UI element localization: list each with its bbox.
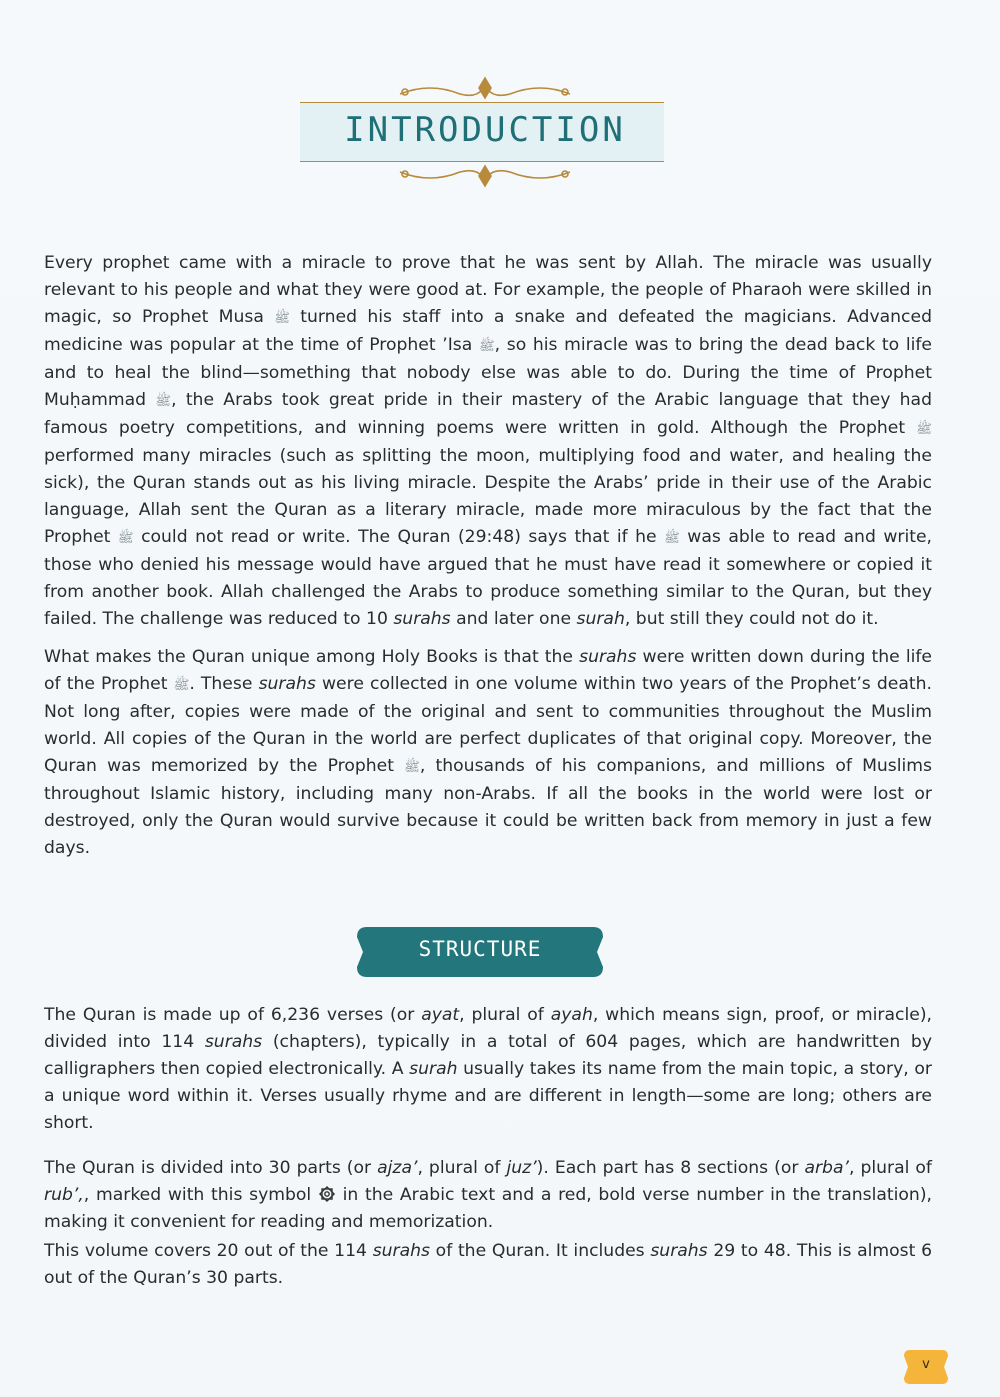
structure-title: STRUCTURE [418, 937, 542, 961]
honorific-glyph: ﷺ [478, 339, 495, 354]
text-span: usually takes its name from the main topic, a story, or a unique word within it. Verses usually rhyme and are different in length—some are long; others are short. [44, 1059, 932, 1133]
text-span: The Quran is divided into 30 parts (or [44, 1158, 378, 1178]
honorific-glyph: ﷺ [155, 394, 172, 409]
text-span: This volume covers 20 out of the 114 [44, 1241, 373, 1261]
text-span: (chapters), typically in a total of 604 pages, which are handwritten by calligraphers then copied electronically. A [44, 1032, 932, 1079]
italic-term: juz’ [506, 1158, 537, 1178]
italic-term: surahs [393, 609, 451, 629]
honorific-glyph: ﷺ [664, 531, 680, 546]
rub-symbol-icon [318, 1185, 336, 1203]
paragraph-miracles [44, 250, 932, 633]
text-span: in the Arabic text and a red, bold verse number in the translation), making it convenient for reading and memorization. [44, 1185, 932, 1232]
paragraph-preservation [44, 644, 932, 862]
text-span: , but still they could not do it. [624, 609, 879, 629]
text-span: , plural of [848, 1158, 932, 1178]
text-span: were collected in one volume within two years of the Prophet’s death. Not long after, copies were made of the original and sent to communities throughout the Muslim world. All copies of the Quran in the world are perfect duplicates of that original copy. Moreover, the Quran was memorized by the Prophet [44, 674, 932, 776]
text-span: , the Arabs took great pride in their mastery of the Arabic language that they had famous poetry competitions, and winning poems were written in gold. Although the Prophet [44, 390, 932, 438]
text-span: , plural of [459, 1005, 551, 1025]
page-number-badge [900, 1348, 952, 1386]
text-span: What makes the Quran unique among Holy Books is that the [44, 647, 580, 667]
text-span: performed many miracles (such as splitting the moon, multiplying food and water, and healing the sick), the Quran stands out as his living miracle. Despite the Arabs’ pride in their use of the Arabic language, Allah sent the Quran as a literary miracle, made more miraculous by the fact that the Prophet [44, 446, 932, 547]
italic-term: surahs [579, 647, 637, 667]
paragraph-volume [44, 1238, 932, 1292]
text-span: was able to read and write, those who denied his message would have argued that he must have read it somewhere or copied it from another book. Allah challenged the Arabs to produce something similar to the Quran, but they failed. The challenge was reduced to 10 [44, 527, 933, 629]
text-span: , thousands of his companions, and millions of Muslims throughout Islamic history, including many non-Arabs. If all the books in the world were lost or destroyed, only the Quran would survive because it could be written back from memory in just a few days. [44, 756, 932, 858]
italic-term: ayah [550, 1005, 593, 1025]
italic-term: surahs [650, 1241, 708, 1261]
text-span: , plural of [417, 1158, 507, 1178]
text-span: . These [189, 674, 259, 694]
introduction-title: INTRODUCTION [344, 110, 626, 150]
italic-term: surahs [204, 1032, 263, 1052]
text-span: turned his staff into a snake and defeated the magicians. Advanced medicine was popular at the time of Prophet ’Isa [44, 307, 932, 355]
text-span: Every prophet came with a miracle to prove that he was sent by Allah. The miracle was usually relevant to his people and what they were good at. For example, the people of Pharaoh were skilled in magic, so Prophet Musa [44, 253, 932, 327]
text-span: could not read or write. The Quran (29:48) says that if he [133, 527, 665, 547]
honorific-glyph: ﷺ [117, 531, 134, 546]
honorific-glyph: ﷺ [404, 760, 420, 775]
text-span: , so his miracle was to bring the dead back to life and to heal the blind—something that nobody else was able to do. During the time of Prophet Muḥammad [44, 335, 932, 410]
italic-term: arba’ [804, 1158, 849, 1178]
text-span: , marked with this symbol [83, 1185, 318, 1205]
page-number: v [922, 1357, 930, 1372]
paragraph-parts [44, 1155, 932, 1236]
text-span: were written down during the life of the Prophet [44, 647, 932, 694]
text-span: 29 to 48. This is almost 6 out of the Quran’s 30 parts. [44, 1241, 933, 1288]
text-span: ). Each part has 8 sections (or [536, 1158, 805, 1178]
italic-term: surah [409, 1059, 458, 1079]
text-span: of the Quran. It includes [429, 1241, 651, 1261]
italic-term: rub’, [44, 1185, 84, 1205]
italic-term: surahs [372, 1241, 430, 1261]
paragraph-verses [44, 1002, 932, 1137]
italic-term: ayat [421, 1005, 460, 1025]
text-span: and later one [450, 609, 577, 629]
honorific-glyph: ﷺ [274, 311, 290, 326]
honorific-glyph: ﷺ [173, 678, 190, 693]
structure-heading [353, 925, 607, 979]
text-span: , which means sign, proof, or miracle), divided into 114 [44, 1005, 932, 1052]
honorific-glyph: ﷺ [916, 422, 932, 437]
italic-term: surahs [258, 674, 316, 694]
italic-term: surah [576, 609, 625, 629]
text-span: The Quran is made up of 6,236 verses (or [44, 1005, 422, 1025]
introduction-header [300, 72, 670, 190]
italic-term: ajza’ [377, 1158, 418, 1178]
